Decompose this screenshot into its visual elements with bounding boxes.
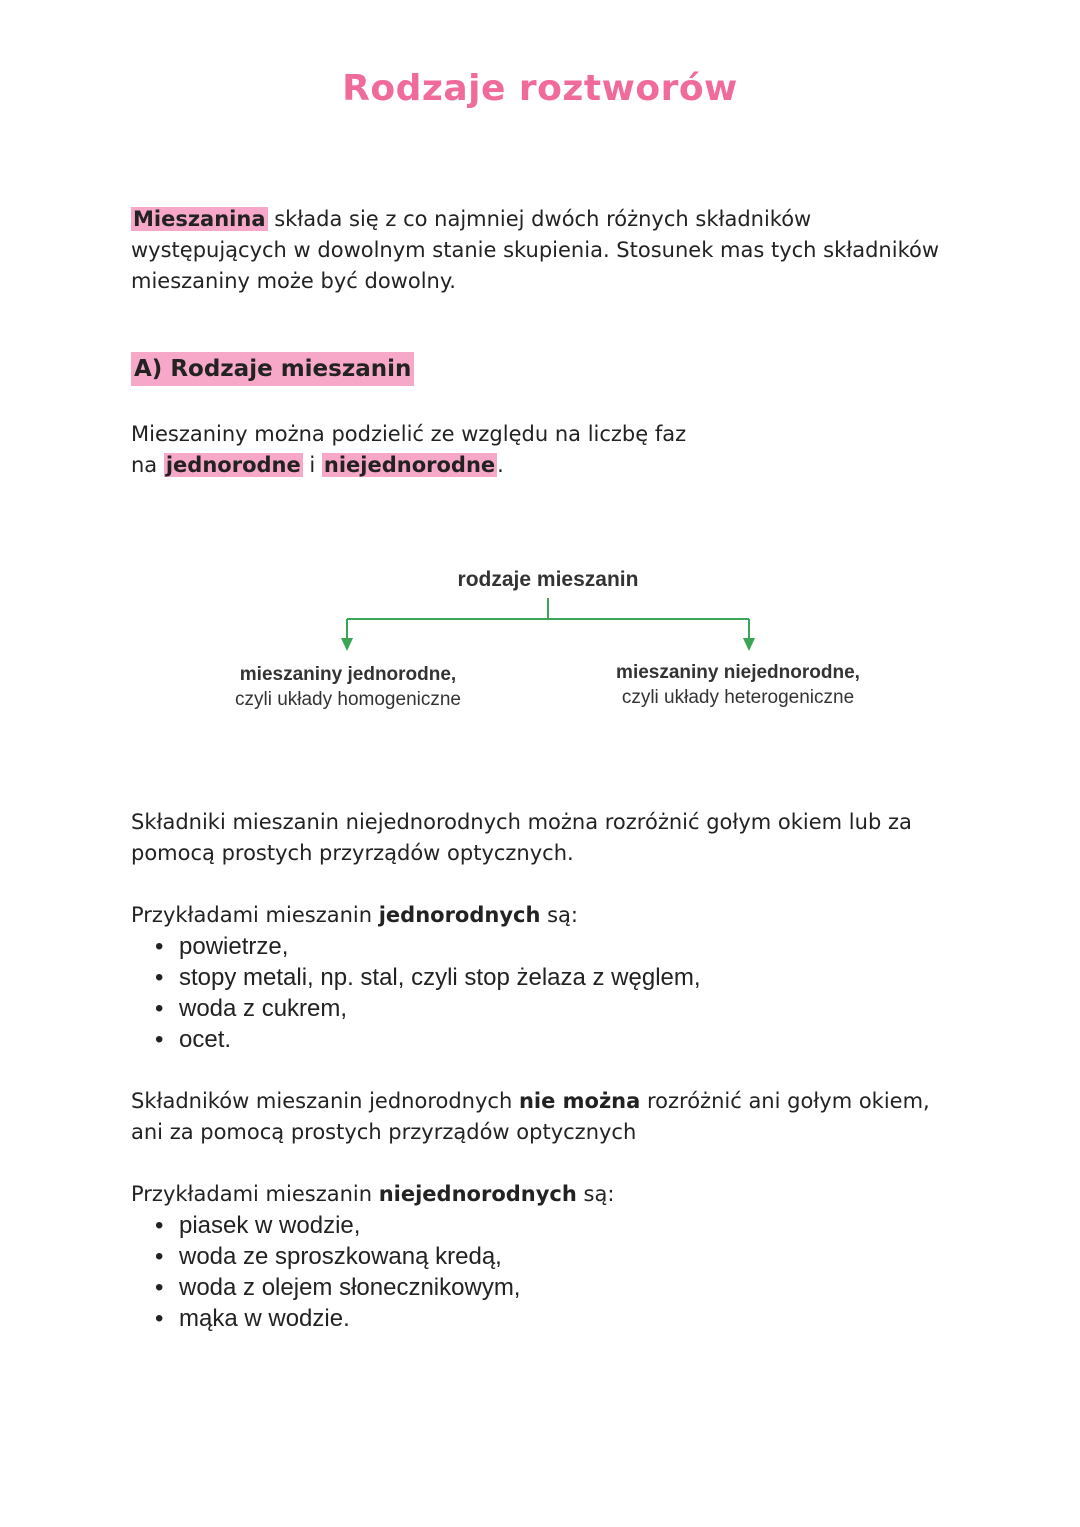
list-item: • ocet. [155, 1024, 701, 1055]
list-item: • stopy metali, np. stal, czyli stop żelaza z węglem, [155, 962, 701, 993]
list-item: • woda z cukrem, [155, 993, 701, 1024]
term-mieszanina: Mieszanina [133, 207, 266, 231]
heterogeneous-examples-list [155, 1210, 520, 1334]
section-a-text: Mieszaniny można podzielić ze względu na liczbę faz na [131, 422, 687, 477]
mixture-types-diagram [0, 560, 1080, 720]
section-a-paragraph [131, 419, 691, 481]
heterogeneous-paragraph: Składniki mieszanin niejednorodnych można rozróżnić gołym okiem lub za pomocą prostych przyrządów optycznych. [131, 810, 912, 865]
section-a-end: . [497, 453, 504, 477]
homogeneous-examples-intro [131, 900, 961, 931]
list-item: • woda ze sproszkowaną kredą, [155, 1241, 520, 1272]
term-niejednorodne: niejednorodne [323, 453, 496, 477]
diagram-right-title: mieszaniny niejednorodne, [616, 662, 860, 683]
homogeneous-paragraph [131, 1086, 961, 1148]
list-item: • piasek w wodzie, [155, 1210, 520, 1241]
homogeneous-intro-bold: jednorodnych [378, 903, 541, 927]
list-item: • powietrze, [155, 931, 701, 962]
heterogeneous-intro-end: są: [576, 1182, 615, 1206]
homogeneous-intro-text: Przykładami mieszanin [131, 903, 379, 927]
diagram-root-label: rodzaje mieszanin [457, 568, 639, 591]
list-item: • woda z olejem słonecznikowym, [155, 1272, 520, 1303]
homogeneous-intro-end: są: [540, 903, 578, 927]
homogeneous-para-bold: nie można [518, 1089, 641, 1113]
list-item: • mąka w wodzie. [155, 1303, 520, 1334]
term-jednorodne: jednorodne [165, 453, 301, 477]
section-a-connector: i [302, 453, 322, 477]
heterogeneous-intro-bold: niejednorodnych [378, 1182, 577, 1206]
diagram-left-node [208, 662, 488, 712]
heterogeneous-intro-text: Przykładami mieszanin [131, 1182, 379, 1206]
diagram-left-title: mieszaniny jednorodne, [239, 664, 457, 685]
homogeneous-para-text: Składników mieszanin jednorodnych [131, 1089, 519, 1113]
diagram-right-subtitle: czyli układy heterogeniczne [621, 687, 855, 708]
section-a-heading: A) Rodzaje mieszanin [131, 352, 414, 386]
diagram-right-arrow [743, 638, 755, 651]
intro-paragraph [131, 204, 961, 297]
diagram-left-subtitle: czyli układy homogeniczne [234, 689, 461, 710]
diagram-left-arrow [341, 638, 353, 651]
intro-text: składa się z co najmniej dwóch różnych składników występujących w dowolnym stanie skupienia. Stosunek mas tych składników mieszaniny może być dowolny. [131, 207, 940, 293]
heterogeneous-examples-intro [131, 1179, 961, 1210]
homogeneous-para-end: rozróżnić ani gołym okiem, ani za pomocą prostych przyrządów optycznych [131, 1089, 930, 1144]
page-title: Rodzaje roztworów [342, 68, 738, 109]
diagram-right-node [588, 660, 888, 710]
homogeneous-examples-list [155, 931, 701, 1055]
